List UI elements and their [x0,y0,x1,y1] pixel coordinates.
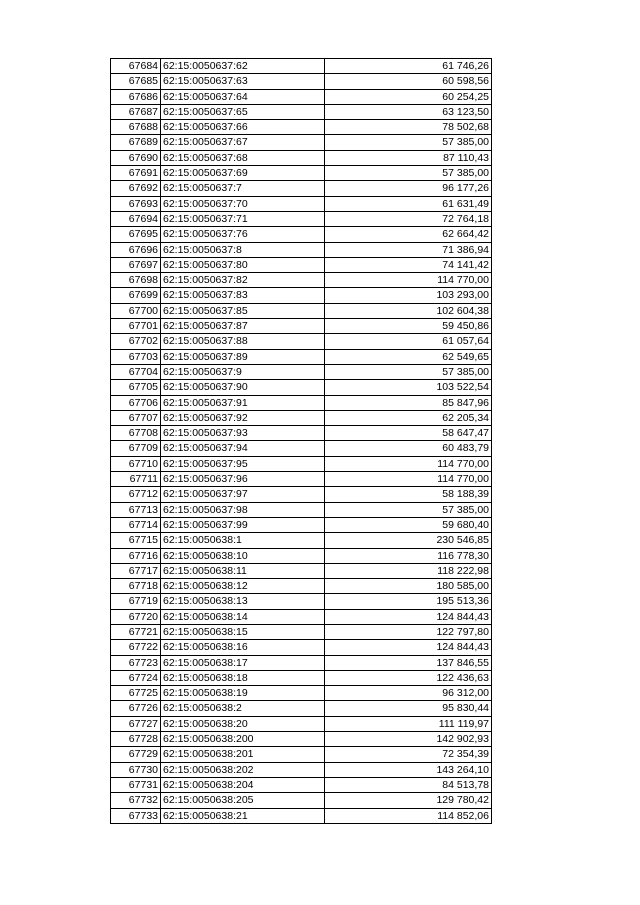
table-row [111,181,492,196]
value-cell: 122 436,63 [325,670,492,685]
cadastral-number-cell: 62:15:0050637:96 [161,472,325,487]
value-cell: 59 680,40 [325,517,492,532]
table-row [111,227,492,242]
table-row [111,594,492,609]
value-cell: 57 385,00 [325,166,492,181]
value-cell: 142 902,93 [325,732,492,747]
cadastral-number-cell: 62:15:0050637:69 [161,166,325,181]
cadastral-number-cell: 62:15:0050638:1 [161,533,325,548]
cadastral-number-cell: 62:15:0050638:19 [161,686,325,701]
table-row [111,747,492,762]
cadastral-number-cell: 62:15:0050638:11 [161,563,325,578]
cadastral-number-cell: 62:15:0050637:99 [161,517,325,532]
value-cell: 230 546,85 [325,533,492,548]
table-row [111,609,492,624]
cadastral-number-cell: 62:15:0050638:200 [161,732,325,747]
value-cell: 61 057,64 [325,334,492,349]
table-row [111,640,492,655]
row-number-cell: 67723 [111,655,161,670]
row-number-cell: 67717 [111,563,161,578]
row-number-cell: 67698 [111,273,161,288]
cadastral-number-cell: 62:15:0050637:90 [161,380,325,395]
table-body [111,59,492,824]
row-number-cell: 67697 [111,257,161,272]
value-cell: 60 254,25 [325,89,492,104]
cadastral-number-cell: 62:15:0050637:7 [161,181,325,196]
value-cell: 60 483,79 [325,441,492,456]
value-cell: 195 513,36 [325,594,492,609]
cadastral-number-cell: 62:15:0050637:92 [161,410,325,425]
value-cell: 103 522,54 [325,380,492,395]
row-number-cell: 67705 [111,380,161,395]
value-cell: 71 386,94 [325,242,492,257]
table-row [111,334,492,349]
row-number-cell: 67730 [111,762,161,777]
table-row [111,487,492,502]
cadastral-number-cell: 62:15:0050638:14 [161,609,325,624]
cadastral-number-cell: 62:15:0050638:16 [161,640,325,655]
value-cell: 129 780,42 [325,793,492,808]
table-row [111,563,492,578]
row-number-cell: 67690 [111,150,161,165]
cadastral-number-cell: 62:15:0050637:71 [161,211,325,226]
row-number-cell: 67720 [111,609,161,624]
row-number-cell: 67688 [111,120,161,135]
value-cell: 59 450,86 [325,319,492,334]
row-number-cell: 67708 [111,426,161,441]
row-number-cell: 67704 [111,364,161,379]
value-cell: 116 778,30 [325,548,492,563]
table-row [111,441,492,456]
value-cell: 57 385,00 [325,135,492,150]
row-number-cell: 67715 [111,533,161,548]
row-number-cell: 67710 [111,456,161,471]
table-row [111,808,492,823]
table-row [111,257,492,272]
table-row [111,288,492,303]
cadastral-number-cell: 62:15:0050638:205 [161,793,325,808]
cadastral-number-cell: 62:15:0050637:85 [161,303,325,318]
value-cell: 61 746,26 [325,59,492,74]
table-row [111,59,492,74]
row-number-cell: 67701 [111,319,161,334]
value-cell: 62 664,42 [325,227,492,242]
row-number-cell: 67686 [111,89,161,104]
row-number-cell: 67731 [111,777,161,792]
cadastral-number-cell: 62:15:0050637:62 [161,59,325,74]
table-row [111,89,492,104]
row-number-cell: 67687 [111,104,161,119]
value-cell: 72 354,39 [325,747,492,762]
row-number-cell: 67691 [111,166,161,181]
cadastral-number-cell: 62:15:0050637:9 [161,364,325,379]
value-cell: 58 647,47 [325,426,492,441]
table-row [111,777,492,792]
row-number-cell: 67684 [111,59,161,74]
table-row [111,732,492,747]
cadastral-number-cell: 62:15:0050637:83 [161,288,325,303]
table-row [111,150,492,165]
table-row [111,319,492,334]
table-row [111,410,492,425]
cadastral-number-cell: 62:15:0050638:17 [161,655,325,670]
table-row [111,517,492,532]
value-cell: 143 264,10 [325,762,492,777]
row-number-cell: 67716 [111,548,161,563]
cadastral-number-cell: 62:15:0050638:20 [161,716,325,731]
value-cell: 57 385,00 [325,502,492,517]
value-cell: 62 205,34 [325,410,492,425]
cadastral-number-cell: 62:15:0050637:88 [161,334,325,349]
value-cell: 84 513,78 [325,777,492,792]
row-number-cell: 67696 [111,242,161,257]
table-row [111,456,492,471]
value-cell: 124 844,43 [325,609,492,624]
row-number-cell: 67702 [111,334,161,349]
value-cell: 57 385,00 [325,364,492,379]
table-row [111,74,492,89]
cadastral-number-cell: 62:15:0050637:95 [161,456,325,471]
row-number-cell: 67711 [111,472,161,487]
cadastral-number-cell: 62:15:0050638:202 [161,762,325,777]
value-cell: 102 604,38 [325,303,492,318]
row-number-cell: 67727 [111,716,161,731]
row-number-cell: 67689 [111,135,161,150]
row-number-cell: 67694 [111,211,161,226]
table-row [111,472,492,487]
value-cell: 72 764,18 [325,211,492,226]
row-number-cell: 67706 [111,395,161,410]
value-cell: 103 293,00 [325,288,492,303]
table-row [111,548,492,563]
cadastral-value-table [110,58,492,824]
table-row [111,395,492,410]
table-row [111,135,492,150]
cadastral-number-cell: 62:15:0050637:93 [161,426,325,441]
table-row [111,579,492,594]
row-number-cell: 67718 [111,579,161,594]
table-row [111,104,492,119]
row-number-cell: 67719 [111,594,161,609]
cadastral-number-cell: 62:15:0050637:82 [161,273,325,288]
cadastral-number-cell: 62:15:0050637:87 [161,319,325,334]
row-number-cell: 67732 [111,793,161,808]
cadastral-number-cell: 62:15:0050638:2 [161,701,325,716]
cadastral-number-cell: 62:15:0050637:98 [161,502,325,517]
row-number-cell: 67700 [111,303,161,318]
row-number-cell: 67729 [111,747,161,762]
cadastral-number-cell: 62:15:0050638:21 [161,808,325,823]
cadastral-number-cell: 62:15:0050638:13 [161,594,325,609]
value-cell: 114 770,00 [325,472,492,487]
cadastral-number-cell: 62:15:0050638:18 [161,670,325,685]
row-number-cell: 67695 [111,227,161,242]
cadastral-number-cell: 62:15:0050637:76 [161,227,325,242]
table-row [111,242,492,257]
row-number-cell: 67733 [111,808,161,823]
table-row [111,502,492,517]
table-row [111,211,492,226]
row-number-cell: 67707 [111,410,161,425]
value-cell: 114 852,06 [325,808,492,823]
row-number-cell: 67725 [111,686,161,701]
cadastral-number-cell: 62:15:0050638:204 [161,777,325,792]
table-row [111,655,492,670]
cadastral-number-cell: 62:15:0050638:12 [161,579,325,594]
row-number-cell: 67685 [111,74,161,89]
value-cell: 137 846,55 [325,655,492,670]
table-row [111,426,492,441]
value-cell: 62 549,65 [325,349,492,364]
value-cell: 63 123,50 [325,104,492,119]
table-row [111,364,492,379]
table-row [111,701,492,716]
value-cell: 111 119,97 [325,716,492,731]
value-cell: 114 770,00 [325,273,492,288]
value-cell: 96 312,00 [325,686,492,701]
table-row [111,196,492,211]
cadastral-number-cell: 62:15:0050637:64 [161,89,325,104]
cadastral-number-cell: 62:15:0050638:201 [161,747,325,762]
table-row [111,303,492,318]
value-cell: 74 141,42 [325,257,492,272]
cadastral-number-cell: 62:15:0050637:89 [161,349,325,364]
table-row [111,349,492,364]
cadastral-number-cell: 62:15:0050637:63 [161,74,325,89]
value-cell: 118 222,98 [325,563,492,578]
value-cell: 60 598,56 [325,74,492,89]
row-number-cell: 67699 [111,288,161,303]
cadastral-number-cell: 62:15:0050637:8 [161,242,325,257]
value-cell: 122 797,80 [325,624,492,639]
table-row [111,716,492,731]
value-cell: 87 110,43 [325,150,492,165]
value-cell: 180 585,00 [325,579,492,594]
table-row [111,670,492,685]
cadastral-number-cell: 62:15:0050638:15 [161,624,325,639]
row-number-cell: 67703 [111,349,161,364]
cadastral-number-cell: 62:15:0050637:67 [161,135,325,150]
row-number-cell: 67724 [111,670,161,685]
row-number-cell: 67726 [111,701,161,716]
table-row [111,624,492,639]
table-row [111,166,492,181]
cadastral-number-cell: 62:15:0050638:10 [161,548,325,563]
value-cell: 96 177,26 [325,181,492,196]
value-cell: 114 770,00 [325,456,492,471]
row-number-cell: 67693 [111,196,161,211]
value-cell: 85 847,96 [325,395,492,410]
cadastral-number-cell: 62:15:0050637:68 [161,150,325,165]
cadastral-number-cell: 62:15:0050637:66 [161,120,325,135]
cadastral-number-cell: 62:15:0050637:97 [161,487,325,502]
cadastral-number-cell: 62:15:0050637:65 [161,104,325,119]
row-number-cell: 67712 [111,487,161,502]
row-number-cell: 67709 [111,441,161,456]
table-row [111,380,492,395]
cadastral-number-cell: 62:15:0050637:94 [161,441,325,456]
value-cell: 58 188,39 [325,487,492,502]
cadastral-number-cell: 62:15:0050637:91 [161,395,325,410]
table-row [111,120,492,135]
value-cell: 124 844,43 [325,640,492,655]
value-cell: 95 830,44 [325,701,492,716]
row-number-cell: 67728 [111,732,161,747]
table-row [111,686,492,701]
table-row [111,273,492,288]
cadastral-number-cell: 62:15:0050637:80 [161,257,325,272]
table-row [111,793,492,808]
table-row [111,762,492,777]
value-cell: 61 631,49 [325,196,492,211]
row-number-cell: 67714 [111,517,161,532]
table-row [111,533,492,548]
row-number-cell: 67713 [111,502,161,517]
cadastral-number-cell: 62:15:0050637:70 [161,196,325,211]
row-number-cell: 67721 [111,624,161,639]
row-number-cell: 67722 [111,640,161,655]
row-number-cell: 67692 [111,181,161,196]
value-cell: 78 502,68 [325,120,492,135]
